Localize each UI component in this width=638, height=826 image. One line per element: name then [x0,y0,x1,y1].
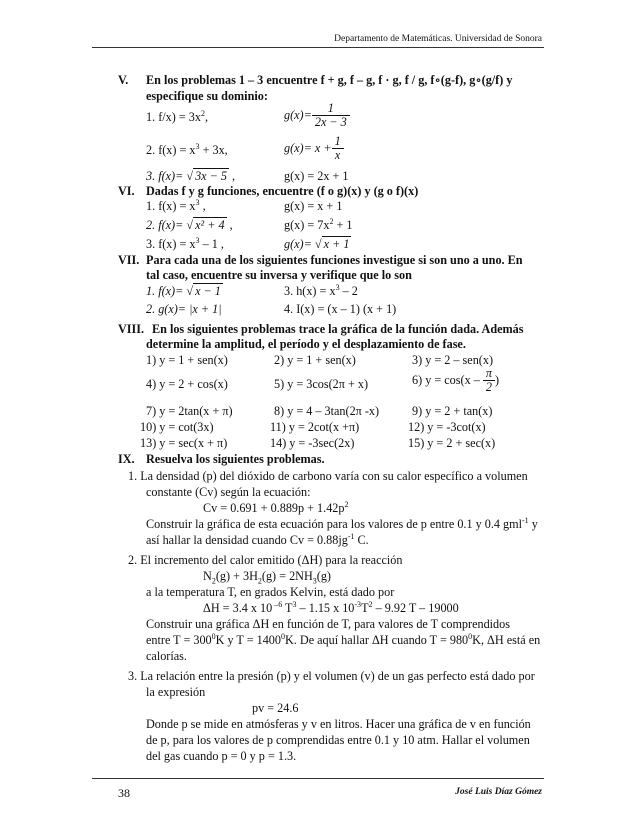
ix-q1-line2: constante (Cv) según la ecuación: [146,485,311,499]
ix-q1-equation: $Cv = 0.691 + 0.889p + 1.42p^2$ [203,499,349,515]
vi-problem-3-f: 3. $f(x) = x^3 - 1$ , [146,235,224,251]
vi-problem-1-f: 1. $f(x) = x^3$ , [146,197,206,213]
section-vii-line2: tal caso, encuentre su inversa y verifique que lo son [146,268,412,282]
viii-row-3-col-3: 9) y = 2 + tan(x) [412,404,493,418]
viii-row-1-col-3: 3) y = 2 – sen(x) [412,353,493,367]
section-viii-line1: En los siguientes problemas trace la gráfica de la función dada. Además [152,322,524,336]
v-problem-3-g: g(x) = 2x + 1 [284,169,349,183]
v-problem-1-g: g(x)= $\frac{1}{2x - 3}$ [284,102,350,129]
section-vi-line1: Dadas f y g funciones, encuentre (f o g)(x) y (g o f)(x) [146,184,419,198]
ix-q2-line5: calorías. [146,649,187,663]
ix-q1-line3: Construir la gráfica de esta ecuación para los valores de p entre 0.1 y 0.4 gml$^{-1}$ y [146,515,538,531]
section-viii-line2: determine la amplitud, el período y el desplazamiento de fase. [146,337,466,351]
ix-q2-line4: entre $T = 300^0K$ y $T = 1400^0K$. De aquí hallar ΔH cuando $T = 980^0K$, ΔH está en [146,631,541,647]
ix-q1-line4: así hallar la densidad cuando $Cv = 0.88jg^{-1}$ C. [146,531,369,547]
ix-q2-equation: ΔH = 3.4 x 10 $^{-6}$ $T^3 - 1.15$ x $10^{-3}T^2 - 9.92$ T – 19000 [203,599,459,615]
ix-q3-line5: del gas cuando p = 0 y p = 1.3. [146,749,297,763]
viii-row-4-col-2: 11) y = 2cot(x +π) [270,420,360,434]
ix-q3-line1: 3. La relación entre la presión (p) y el volumen (v) de un gas perfecto está dado por [128,669,535,683]
vi-problem-2-f: 2. f(x)= √ x² + 4 , [146,218,233,232]
viii-row-5-col-3: 15) y = 2 + sec(x) [408,436,496,450]
viii-row-4-col-3: 12) y = -3cot(x) [408,420,486,434]
section-vii-number: VII. [118,253,140,267]
ix-q3-line2: la expresión [146,685,206,699]
vi-problem-2-g: $g(x) = 7x^2 + 1$ [284,216,353,232]
ix-q2-line1: 2. El incremento del calor emitido (ΔH) para la reacción [128,553,403,567]
v-problem-2-g: g(x)= x + $\frac{1}{x}$ [284,135,344,162]
section-vii-line1: Para cada una de los siguientes funciones investigue si son uno a uno. En [146,253,523,267]
footer-author: José Luis Díaz Gómez [455,787,542,797]
viii-row-5-col-1: 13) y = sec(x + π) [140,436,228,450]
viii-row-2-col-2: 5) y = 3cos(2π + x) [274,377,369,391]
vi-problem-3-g: g(x)= √ x + 1 [284,237,350,251]
header-rule [92,47,544,48]
viii-row-4-col-1: 10) y = cot(3x) [140,420,214,434]
viii-row-1-col-1: 1) y = 1 + sen(x) [146,353,228,367]
ix-q2-reaction: $N_2(g) + 3H_2(g) = 2NH_3(g)$ [203,569,331,586]
section-v-line2: especifique su dominio: [146,89,268,103]
ix-q3-line3: Donde p se mide en atmósferas y v en litros. Hacer una gráfica de v en función [146,717,531,731]
vii-problem-4: 4. I(x) = (x – 1) (x + 1) [284,302,397,316]
page-header: Departamento de Matemáticas. Universidad de Sonora [334,34,542,44]
section-v-number: V. [118,73,129,87]
section-ix-number: IX. [118,452,135,466]
v-problem-3-f: 3. f(x)= √ 3x − 5 , [146,169,236,183]
section-ix-line1: Resuelva los siguientes problemas. [146,452,325,466]
viii-row-5-col-2: 14) y = -3sec(2x) [270,436,355,450]
section-v-line1: En los problemas 1 – 3 encuentre f + g, f – g, f · g, f / g, f∘(g-f), g∘(g/f) y [146,73,513,87]
vii-problem-1: 1. f(x)= √ x − 1 [146,284,221,298]
vi-problem-1-g: g(x) = x + 1 [284,199,343,213]
v-problem-1-f: 1. $f/x) = 3x^2$, [146,108,208,124]
v-problem-2-f: 2. $f(x) = x^3 + 3x$, [146,141,228,157]
footer-rule [92,778,544,779]
ix-q2-line3: Construir una gráfica ΔH en función de T, para valores de T comprendidos [146,617,510,631]
ix-q1-line1: 1. La densidad (p) del dióxido de carbono varía con su calor específico a volumen [128,469,528,483]
viii-row-2-col-3: 6) y = cos(x – $\frac{\pi}{2}$ ) [412,366,500,394]
ix-q3-equation: pv = 24.6 [252,701,299,715]
viii-row-1-col-2: 2) y = 1 + sen(x) [274,353,356,367]
section-vi-number: VI. [118,184,135,198]
vii-problem-2: 2. g(x)= |x + 1| [146,302,222,316]
viii-row-3-col-1: 7) y = 2tan(x + π) [146,404,233,418]
ix-q3-line4: de p, para los valores de p comprendidas entre 0.1 y 10 atm. Hallar el volumen [146,733,530,747]
ix-q2-line2: a la temperatura T, en grados Kelvin, está dado por [146,585,395,599]
viii-row-2-col-1: 4) y = 2 + cos(x) [146,377,228,391]
vii-problem-3: 3. $h(x) = x^3 - 2$ [284,282,358,298]
section-viii-number: VIII. [118,322,145,336]
viii-row-3-col-2: 8) y = 4 – 3tan(2π -x) [274,404,380,418]
page-number: 38 [118,786,130,800]
